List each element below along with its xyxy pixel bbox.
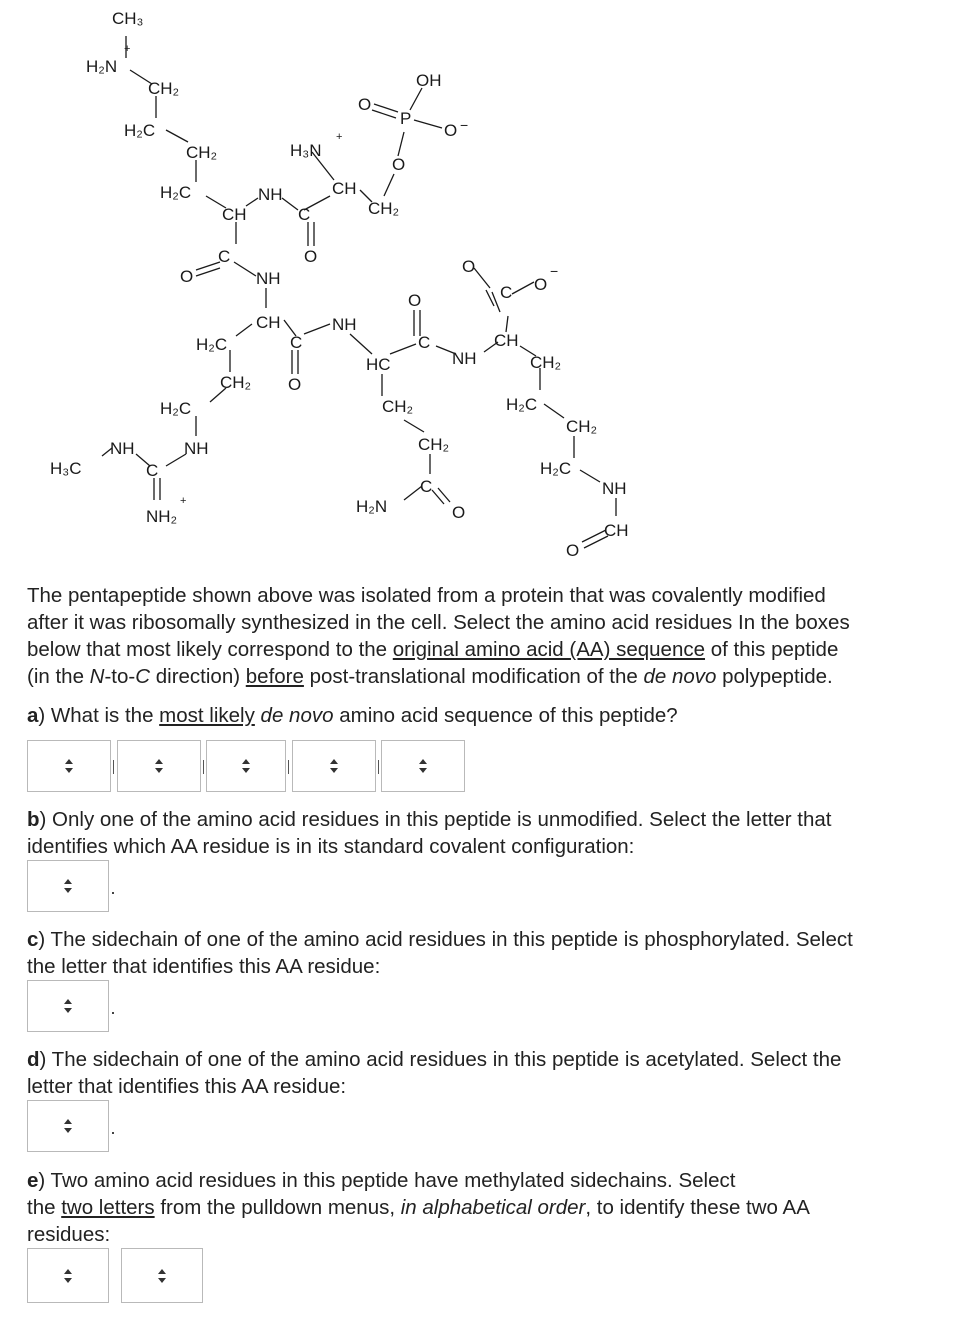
atom-c-g: C [500,283,513,302]
atom-o-c: O [288,375,302,394]
intro-text: (in the [27,665,90,688]
atom-nh-a: NH [258,185,283,204]
atom-plus-sign: + [124,43,131,55]
question-b [27,806,832,860]
question-c-line-2: the letter that identifies this AA residue: [27,955,381,978]
atom-h3c: H₃C [50,459,82,478]
intro-italic-text: N [89,665,105,688]
question-text: , to identify these two AA [585,1196,810,1219]
atom-minus-sign-2: − [550,263,559,279]
select-e-methylated-residue-2[interactable] [121,1248,203,1303]
atom-ch2-f: CH₂ [418,435,450,454]
select-c-phosphorylated-residue[interactable] [27,980,109,1032]
select-a-residue-5[interactable] [381,740,465,792]
select-e-methylated-residue-1[interactable] [27,1248,109,1303]
intro-line-4 [27,663,850,690]
atom-o-g: O [566,541,580,560]
atom-ch2-a: CH₂ [148,79,180,98]
atom-oh: OH [416,71,442,90]
atom-c-e: C [418,333,431,352]
intro-text: below that most likely correspond to the [27,638,393,661]
select-arrows-icon [418,758,428,774]
atom-o-ester: O [392,155,406,174]
question-e [27,1167,810,1248]
atom-hc: HC [366,355,391,374]
intro-text: polypeptide. [716,665,833,688]
select-arrows-icon [157,1268,167,1284]
atom-ch3-top: CH₃ [112,9,144,28]
select-arrows-icon [329,758,339,774]
intro-underlined-text: before [245,665,304,688]
intro-line-3 [27,636,850,663]
atom-c-f: C [420,477,433,496]
intro-italic-text: C [135,665,151,688]
question-italic-text: de novo [254,704,334,727]
atom-o-b: O [304,247,318,266]
select-a-residue-4[interactable] [292,740,376,792]
select-arrows-icon [63,1118,73,1134]
atom-o-p: O [358,95,372,114]
atom-ch2-d: CH₂ [220,373,252,392]
question-c [27,926,853,980]
atom-ch2-c: CH₂ [368,199,400,218]
question-letter: c [27,928,39,951]
select-arrows-icon [154,758,164,774]
atom-h3n-plus: H₃N [290,141,322,160]
atom-c-d: C [146,461,159,480]
atom-h2c-b: H₂C [160,183,192,202]
question-letter: e [27,1169,39,1192]
atom-nh-b: NH [256,269,281,288]
period-dot [112,1012,114,1014]
intro-paragraph [27,582,850,690]
atom-ch-a: CH [222,205,247,224]
question-text: ) Two amino acid residues in this peptide have methylated sidechains. Select [38,1169,736,1192]
intro-line-1: The pentapeptide shown above was isolated from a protein that was covalently modified [27,584,826,607]
atom-o-a: O [180,267,194,286]
atom-nh-g: NH [602,479,627,498]
select-a-residue-1[interactable] [27,740,111,792]
sequence-separator [113,760,114,774]
atom-ch-b: CH [332,179,357,198]
atom-ch-e: CH [604,521,629,540]
question-text: the [27,1196,62,1219]
atom-c-b: C [298,205,311,224]
atom-plus-sign-3: + [180,495,187,507]
intro-text: direction) [150,665,246,688]
question-d-line-2: letter that identifies this AA residue: [27,1075,347,1098]
question-b-line-1 [27,806,832,833]
question-text: from the pulldown menus, [154,1196,401,1219]
atom-ch2-b: CH₂ [186,143,218,162]
atom-h2c-f: H₂C [540,459,572,478]
select-a-residue-3[interactable] [206,740,286,792]
question-e-line-3: residues: [27,1223,111,1246]
question-c-line-1 [27,926,853,953]
intro-underlined-text: original amino acid (AA) sequence [392,638,706,661]
select-d-acetylated-residue[interactable] [27,1100,109,1152]
question-text: ) What is the [38,704,160,727]
question-e-line-2 [27,1194,810,1221]
select-b-unmodified-residue[interactable] [27,860,109,912]
select-arrows-icon [64,758,74,774]
atom-h2c-e: H₂C [506,395,538,414]
atom-ch2-g: CH₂ [530,353,562,372]
atom-h2n-amide: H₂N [356,497,388,516]
question-underlined-text: most likely [159,704,255,727]
sequence-separator [288,760,289,774]
atom-minus-sign: − [460,117,469,133]
question-e-line-1 [27,1167,810,1194]
atom-nh2-plus: NH₂ [146,507,178,526]
intro-italic-text: de novo [643,665,717,688]
atom-nh-f: NH [452,349,477,368]
question-underlined-text: two letters [61,1196,155,1219]
question-d-line-1 [27,1046,841,1073]
select-arrows-icon [63,878,73,894]
select-arrows-icon [241,758,251,774]
atom-plus-sign-2: + [336,131,343,143]
intro-text: of this peptide [705,638,839,661]
atom-h2n-plus: H₂N [86,57,118,76]
intro-text: -to- [104,665,136,688]
question-letter: a [27,704,39,727]
question-a [27,702,678,729]
pentapeptide-structure [0,0,976,570]
atom-ch-d: CH [494,331,519,350]
atom-o-f: O [462,257,476,276]
intro-text: post-translational modification of the [303,665,644,688]
atom-h2c-c: H₂C [196,335,228,354]
question-b-line-2: identifies which AA residue is in its standard covalent configuration: [27,835,635,858]
question-letter: d [27,1048,40,1071]
atom-o-d: O [408,291,422,310]
atom-ch2-e: CH₂ [382,397,414,416]
structure-atoms [50,9,629,560]
select-arrows-icon [63,1268,73,1284]
period-dot [112,1132,114,1134]
select-a-residue-2[interactable] [117,740,201,792]
question-text: ) Only one of the amino acid residues in this peptide is unmodified. Select the letter that [39,808,832,831]
atom-h2c-a: H₂C [124,121,156,140]
question-text: amino acid sequence of this peptide? [333,704,678,727]
question-text: ) The sidechain of one of the amino acid residues in this peptide is phosphorylated. Select [38,928,853,951]
atom-ch2-h: CH₂ [566,417,598,436]
sequence-separator [378,760,379,774]
atom-c-c: C [290,333,303,352]
select-arrows-icon [63,998,73,1014]
intro-line-2: after it was ribosomally synthesized in the cell. Select the amino acid residues In the boxes [27,611,850,634]
period-dot [112,892,114,894]
sequence-separator [203,760,204,774]
atom-o-minus: O [444,121,458,140]
atom-o-minus-2: O [534,275,548,294]
atom-nh-d: NH [184,439,209,458]
question-italic-text: in alphabetical order [400,1196,586,1219]
atom-p: P [400,109,412,128]
atom-o-e: O [452,503,466,522]
question-text: ) The sidechain of one of the amino acid residues in this peptide is acetylated. Select the [39,1048,842,1071]
question-letter: b [27,808,40,831]
atom-h2c-d: H₂C [160,399,192,418]
question-d [27,1046,841,1100]
atom-ch-c: CH [256,313,281,332]
atom-nh-c: NH [332,315,357,334]
atom-c-a: C [218,247,231,266]
atom-nh-e: NH [110,439,135,458]
